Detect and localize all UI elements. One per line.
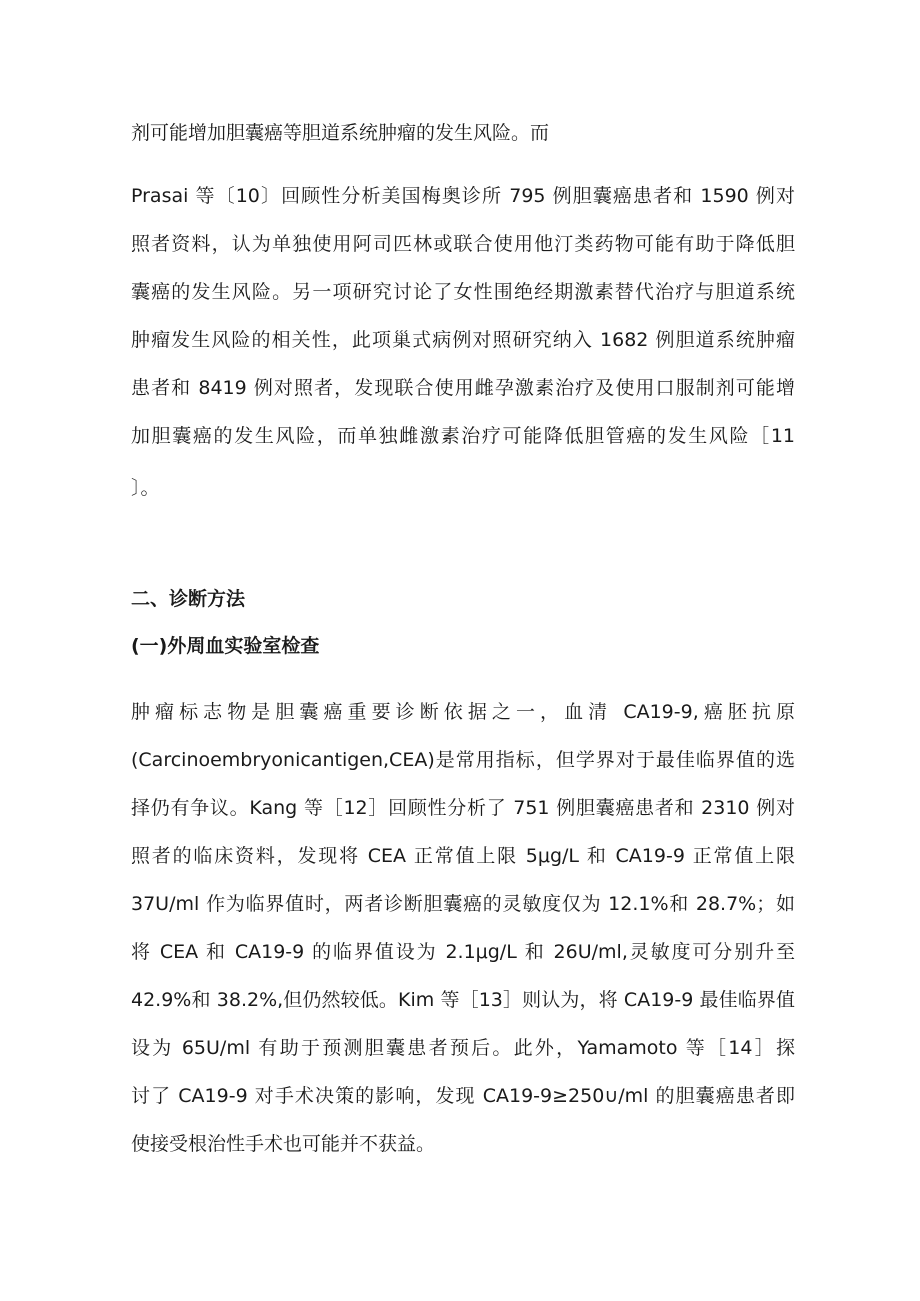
paragraph-line: 肿瘤标志物是胆囊癌重要诊断依据之一，血清 CA19-9,癌胚抗原 — [131, 701, 795, 723]
paragraph-line: 照者资料，认为单独使用阿司匹林或联合使用他汀类药物可能有助于降低胆 — [131, 233, 795, 255]
paragraph-line: 设为 65U/ml 有助于预测胆囊患者预后。此外，Yamamoto 等［14］探 — [131, 1037, 795, 1059]
paragraph-line: Prasai 等〔10〕回顾性分析美国梅奥诊所 795 例胆囊癌患者和 1590 例对 — [131, 185, 795, 207]
paragraph-line: 〕。 — [131, 477, 160, 499]
paragraph-line: 肿瘤发生风险的相关性，此项巢式病例对照研究纳入 1682 例胆道系统肿瘤 — [131, 329, 795, 351]
paragraph-line: 加胆囊癌的发生风险，而单独雌激素治疗可能降低胆管癌的发生风险［11 — [131, 425, 795, 447]
paragraph-line: 37U/ml 作为临界值时，两者诊断胆囊癌的灵敏度仅为 12.1%和 28.7%；如 — [131, 893, 795, 915]
paragraph-line: 择仍有争议。Kang 等［12］回顾性分析了 751 例胆囊癌患者和 2310 例对 — [131, 797, 795, 819]
paragraph-line: 使接受根治性手术也可能并不获益。 — [131, 1133, 436, 1155]
paragraph-line: 照者的临床资料，发现将 CEA 正常值上限 5μg/L 和 CA19-9 正常值上限 — [131, 845, 795, 867]
paragraph-line: 讨了 CA19-9 对手术决策的影响，发现 CA19-9≥250∪/ml 的胆囊癌患者即 — [131, 1085, 795, 1107]
paragraph-line: 将 CEA 和 CA19-9 的临界值设为 2.1μg/L 和 26U/ml,灵敏度可分别升至 — [131, 941, 795, 963]
paragraph-line: 患者和 8419 例对照者，发现联合使用雌孕激素治疗及使用口服制剂可能增 — [131, 377, 795, 399]
section-heading: 二、诊断方法 — [131, 588, 246, 610]
paragraph-line: (Carcinoembryonicantigen,CEA)是常用指标，但学界对于最佳临界值的选 — [131, 749, 795, 771]
subsection-heading: (一)外周血实验室检查 — [131, 635, 320, 657]
paragraph-line: 剂可能增加胆囊癌等胆道系统肿瘤的发生风险。而 — [131, 122, 550, 144]
paragraph-line: 囊癌的发生风险。另一项研究讨论了女性围绝经期激素替代治疗与胆道系统 — [131, 281, 795, 303]
paragraph-line: 42.9%和 38.2%,但仍然较低。Kim 等［13］则认为，将 CA19-9 最佳临界值 — [131, 989, 795, 1011]
